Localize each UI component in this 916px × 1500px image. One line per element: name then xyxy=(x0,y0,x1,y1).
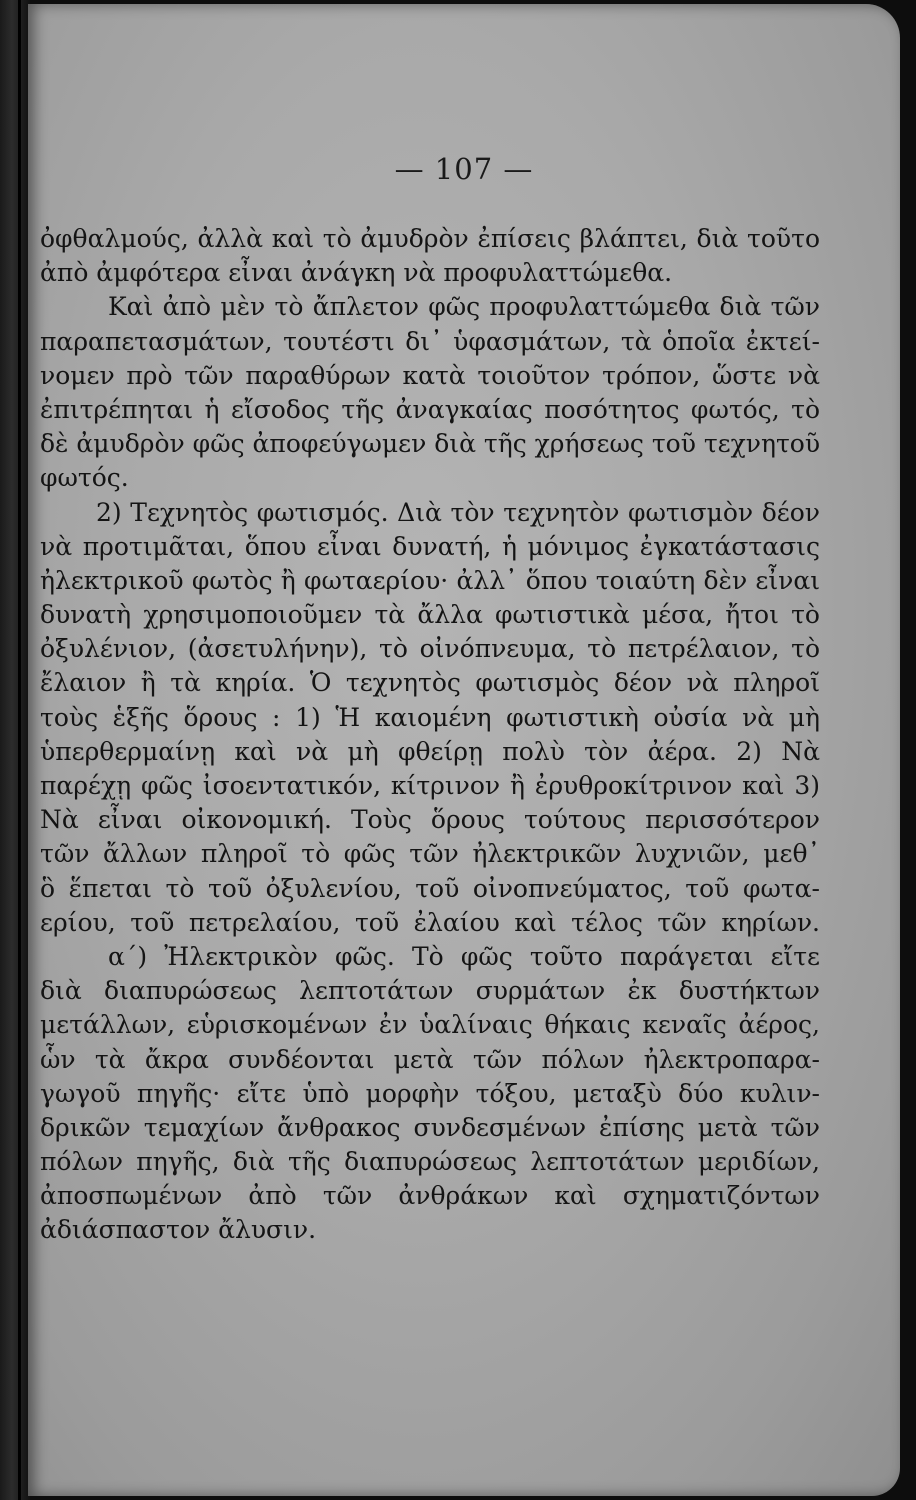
page-number: — 107 — xyxy=(394,152,534,186)
text-line: τοὺς ἑξῆς ὅρους : 1) Ἡ καιομένη φωτιστικὴ οὐσία νὰ μὴ xyxy=(40,702,820,732)
text-line: νομεν πρὸ τῶν παραθύρων κατὰ τοιοῦτον τρόπον, ὥστε νὰ xyxy=(40,360,820,390)
body-text xyxy=(40,222,820,1248)
book-page xyxy=(28,4,900,1496)
text-line: ἀποσπωμένων ἀπὸ τῶν ἀνθράκων καὶ σχηματιζόντων xyxy=(40,1181,820,1211)
text-line: α΄) Ἠλεκτρικὸν φῶς. Τὸ φῶς τοῦτο παράγεται εἴτε xyxy=(108,941,820,971)
text-line: παραπετασμάτων, τουτέστι δι᾽ ὑφασμάτων, τὰ ὁποῖα ἐκτεί- xyxy=(40,326,820,356)
text-line: ἔλαιον ἢ τὰ κηρία. Ὁ τεχνητὸς φωτισμὸς δέον νὰ πληροῖ xyxy=(40,668,820,698)
book-spine xyxy=(0,0,30,1500)
text-line: Νὰ εἶναι οἰκονομική. Τοὺς ὅρους τούτους περισσότερον xyxy=(40,805,820,835)
text-line: ερίου, τοῦ πετρελαίου, τοῦ ἐλαίου καὶ τέλος τῶν κηρίων. xyxy=(40,907,820,937)
text-line: δυνατὴ χρησιμοποιοῦμεν τὰ ἄλλα φωτιστικὰ μέσα, ἤτοι τὸ xyxy=(40,600,820,630)
text-line: ὧν τὰ ἄκρα συνδέονται μετὰ τῶν πόλων ἠλεκτροπαρα- xyxy=(40,1044,820,1074)
text-line: ὀφθαλμούς, ἀλλὰ καὶ τὸ ἀμυδρὸν ἐπίσεις βλάπτει, διὰ τοῦτο xyxy=(40,224,820,253)
text-line: 2) Τεχνητὸς φωτισμός. Διὰ τὸν τεχνητὸν φωτισμὸν δέον xyxy=(96,497,820,527)
text-line: δρικῶν τεμαχίων ἄνθρακος συνδεσμένων ἐπίσης μετὰ τῶν xyxy=(40,1112,820,1142)
text-line: ὃ ἕπεται τὸ τοῦ ὀξυλενίου, τοῦ οἰνοπνεύματος, τοῦ φωτα- xyxy=(40,873,820,903)
text-line: διὰ διαπυρώσεως λεπτοτάτων συρμάτων ἐκ δυστήκτων xyxy=(40,976,820,1006)
text-line: φωτός. xyxy=(40,463,129,493)
text-line: ἀπὸ ἀμφότερα εἶναι ἀνάγκη νὰ προφυλαττώμεθα. xyxy=(40,258,673,288)
text-line: παρέχῃ φῶς ἰσοεντατικόν, κίτρινον ἢ ἐρυθροκίτρινον καὶ 3) xyxy=(40,771,820,800)
text-line: τῶν ἄλλων πληροῖ τὸ φῶς τῶν ἠλεκτρικῶν λυχνιῶν, μεθ᾽ xyxy=(40,839,820,869)
text-line: ὀξυλένιον, (ἀσετυλήνην), τὸ οἰνόπνευμα, τὸ πετρέλαιον, τὸ xyxy=(40,634,820,664)
text-line: μετάλλων, εὑρισκομένων ἐν ὑαλίναις θήκαις κεναῖς ἀέρος, xyxy=(40,1010,820,1040)
text-line: ἐπιτρέπηται ἡ εἴσοδος τῆς ἀναγκαίας ποσότητος φωτός, τὸ xyxy=(40,394,820,424)
text-line: ἀδιάσπαστον ἄλυσιν. xyxy=(40,1215,317,1245)
text-line: πόλων πηγῆς, διὰ τῆς διαπυρώσεως λεπτοτάτων μεριδίων, xyxy=(40,1147,820,1177)
text-line: Καὶ ἀπὸ μὲν τὸ ἄπλετον φῶς προφυλαττώμεθα διὰ τῶν xyxy=(108,292,820,322)
text-line: ὑπερθερμαίνῃ καὶ νὰ μὴ φθείρῃ πολὺ τὸν ἀέρα. 2) Νὰ xyxy=(40,736,820,766)
text-line: ἠλεκτρικοῦ φωτὸς ἢ φωταερίου· ἀλλ᾽ ὅπου τοιαύτη δὲν εἶναι xyxy=(40,565,820,595)
text-line: νὰ προτιμᾶται, ὅπου εἶναι δυνατή, ἡ μόνιμος ἐγκατάστασις xyxy=(40,531,820,561)
text-line: δὲ ἀμυδρὸν φῶς ἀποφεύγωμεν διὰ τῆς χρήσεως τοῦ τεχνητοῦ xyxy=(40,429,820,459)
spine-edge xyxy=(18,0,21,1500)
text-line: γωγοῦ πηγῆς· εἴτε ὑπὸ μορφὴν τόξου, μεταξὺ δύο κυλιν- xyxy=(40,1078,820,1108)
